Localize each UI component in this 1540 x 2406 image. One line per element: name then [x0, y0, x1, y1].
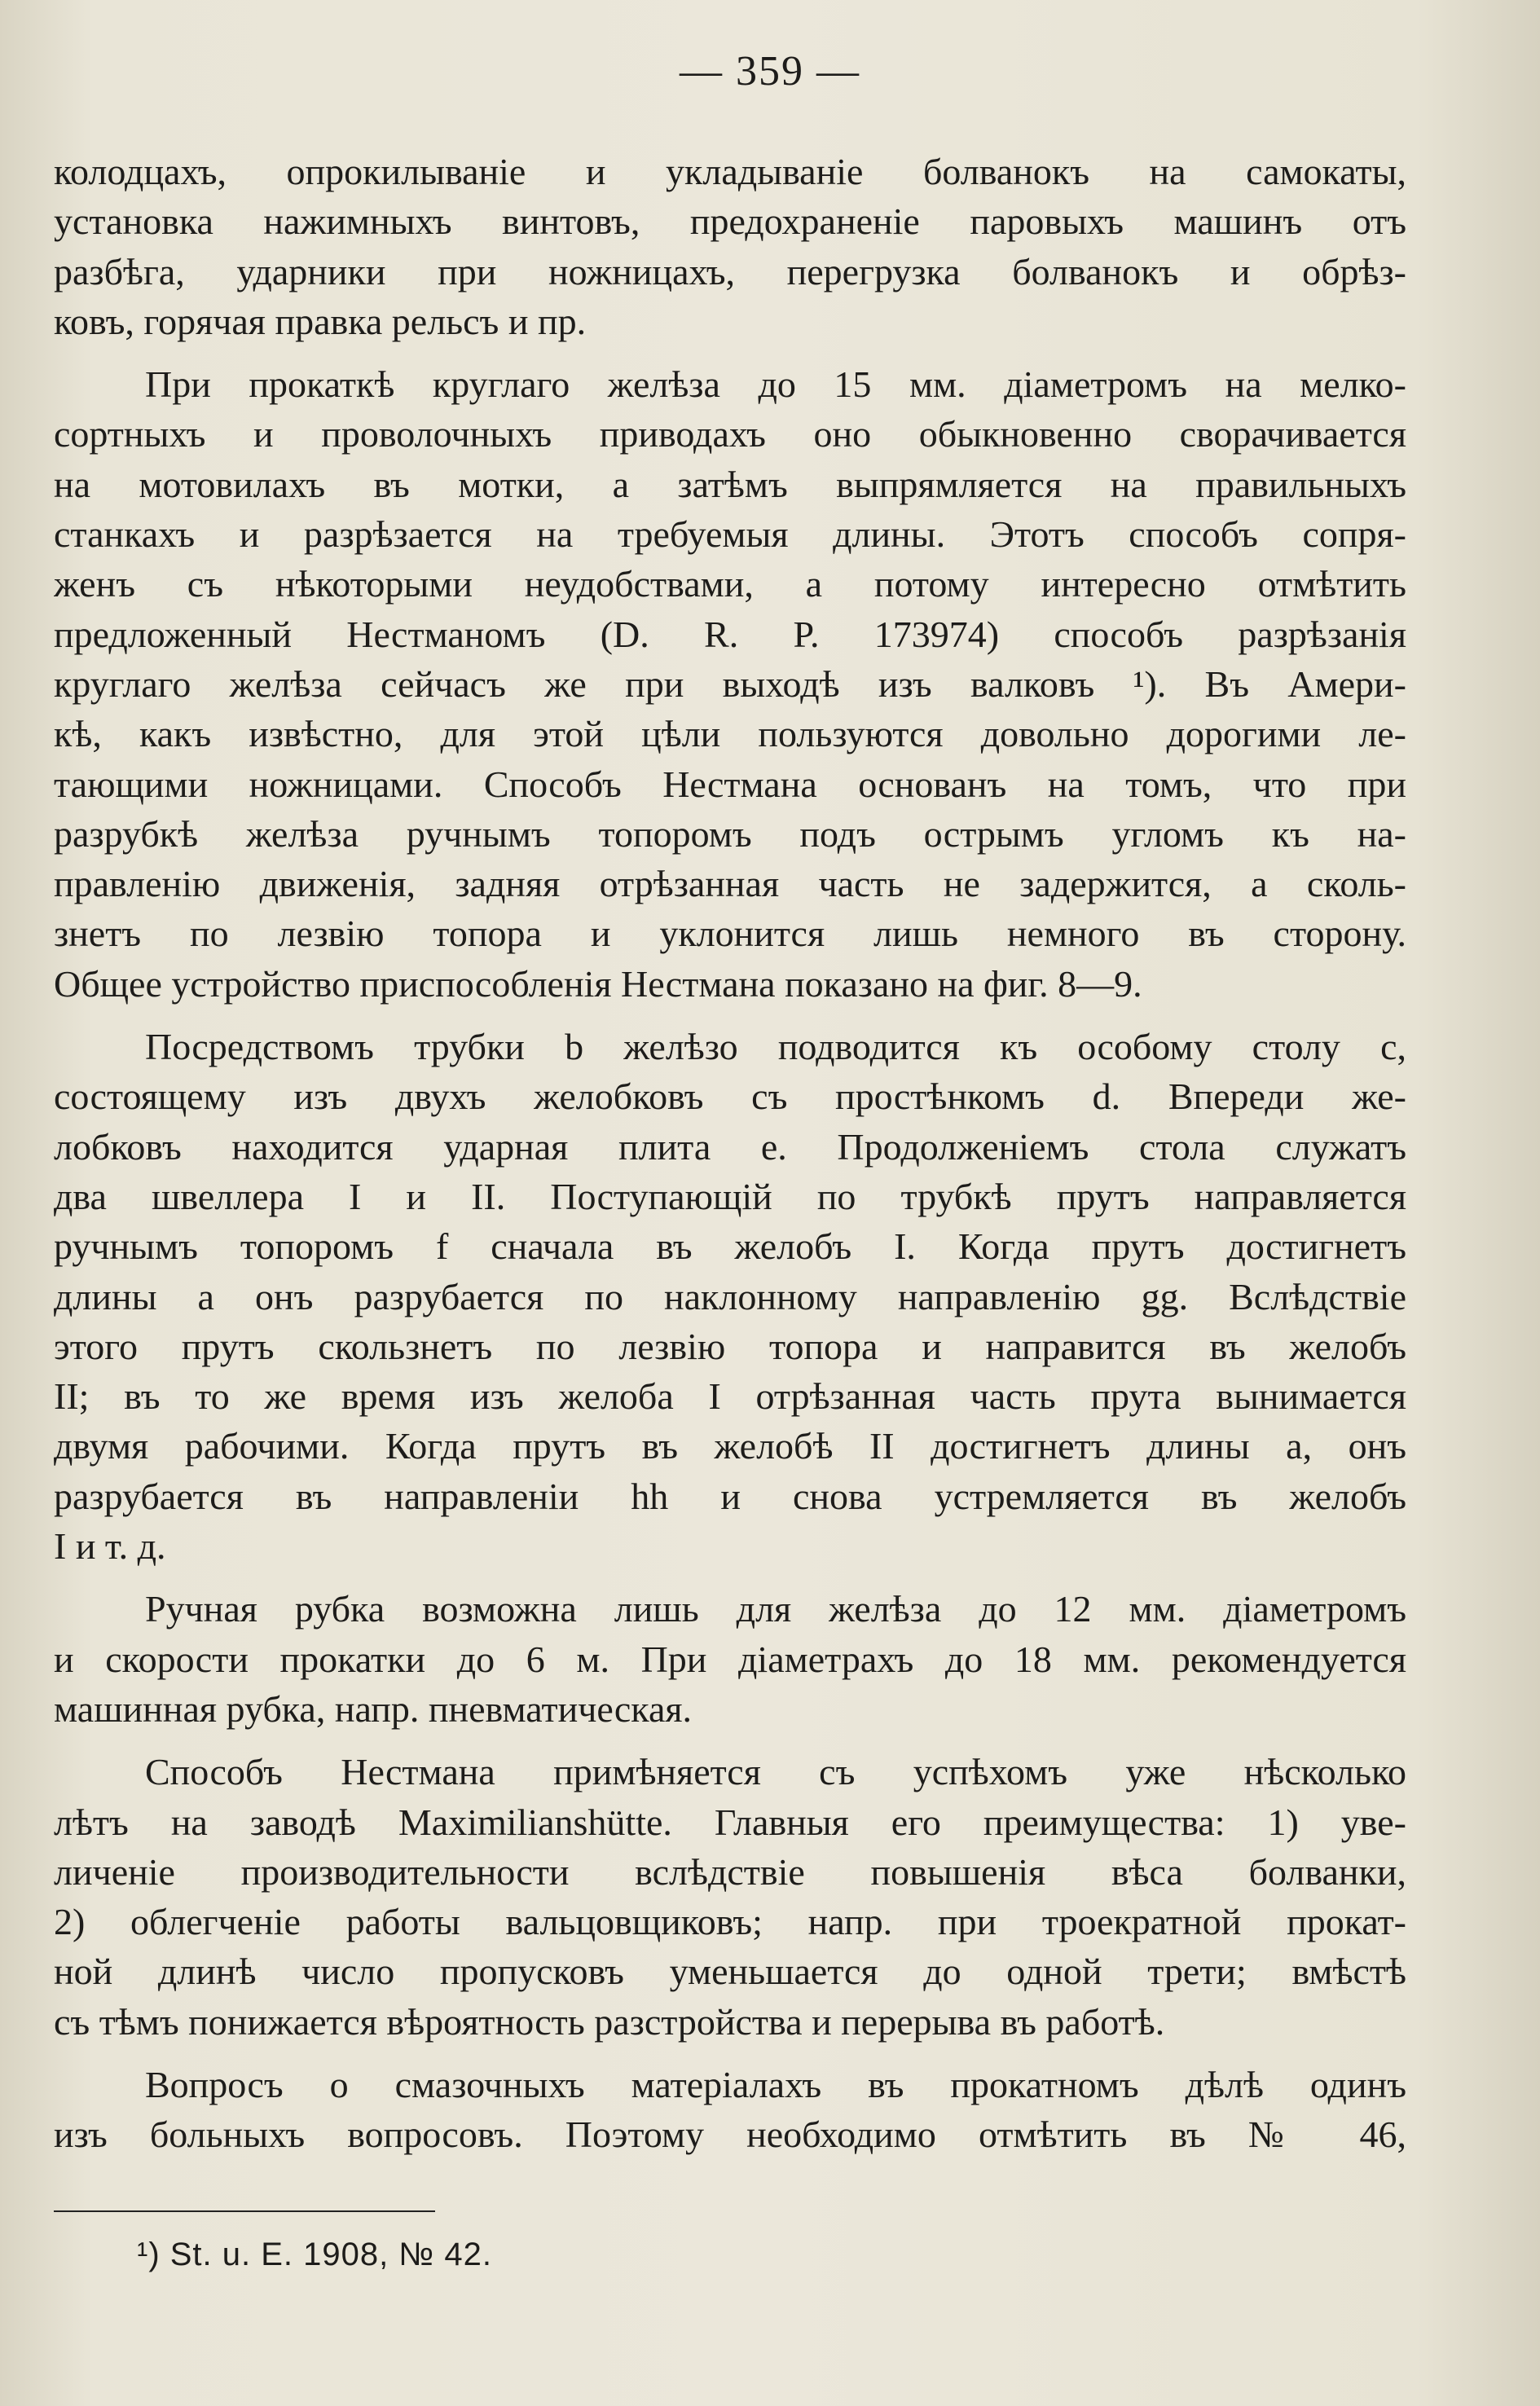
text-line: и скорости прокатки до 6 м. При діаметрахъ до 18 мм. рекомендуется: [54, 1638, 1406, 1680]
text-line: I и т. д.: [54, 1525, 166, 1568]
footnote: ¹) St. u. E. 1908, № 42.: [137, 2237, 492, 2272]
text-line: изъ больныхъ вопросовъ. Поэтому необходимо отмѣтить въ № 46,: [54, 2113, 1406, 2156]
text-line: съ тѣмъ понижается вѣроятность разстройства и перерыва въ работѣ.: [54, 2000, 1165, 2043]
text-line: состоящему изъ двухъ желобковъ съ простѣнкомъ d. Впереди же-: [54, 1075, 1406, 1118]
text-line: этого прутъ скользнетъ по лезвію топора и направится въ желобъ: [54, 1325, 1406, 1367]
paragraph: [54, 1747, 1406, 2047]
text-line: II; въ то же время изъ желоба I отрѣзанная часть прута вынимается: [54, 1375, 1406, 1418]
text-line: разбѣга, ударники при ножницахъ, перегрузка болванокъ и обрѣз-: [54, 250, 1406, 293]
text-line: разрубкѣ желѣза ручнымъ топоромъ подъ острымъ угломъ къ на-: [54, 812, 1406, 855]
text-line: предложенный Нестманомъ (D. R. P. 173974) способъ разрѣзанія: [54, 613, 1406, 655]
text-line: машинная рубка, напр. пневматическая.: [54, 1687, 693, 1730]
text-line: правленію движенія, задняя отрѣзанная часть не задержится, а сколь-: [54, 863, 1406, 905]
paragraph: [54, 1022, 1406, 1571]
text-line: лѣтъ на заводѣ Maximilianshütte. Главныя его преимущества: 1) уве-: [54, 1801, 1406, 1843]
text-line: колодцахъ, опрокилываніе и укладываніе болванокъ на самокаты,: [54, 151, 1406, 192]
text-line: ной длинѣ число пропусковъ уменьшается до одной трети; вмѣстѣ: [54, 1951, 1406, 1993]
text-line: сортныхъ и проволочныхъ приводахъ оно обыкновенно сворачивается: [54, 413, 1406, 455]
page-number: — 359 —: [680, 48, 860, 95]
paragraph: [54, 1584, 1406, 1734]
text-line: круглаго желѣза сейчасъ же при выходѣ изъ валковъ ¹). Въ Амери-: [54, 662, 1406, 705]
text-line: 2) облегченіе работы вальцовщиковъ; напр. при троекратной прокат-: [54, 1901, 1406, 1943]
text-line: установка нажимныхъ винтовъ, предохраненіе паровыхъ машинъ отъ: [54, 200, 1406, 243]
text-line: Способъ Нестмана примѣняется съ успѣхомъ уже нѣсколько: [145, 1751, 1406, 1793]
paragraph: [54, 2060, 1406, 2160]
text-line: длины a онъ разрубается по наклонному направленію gg. Вслѣдствіе: [54, 1275, 1406, 1317]
text-line: Общее устройство приспособленія Нестмана показано на фиг. 8—9.: [54, 962, 1142, 1005]
text-line: на мотовилахъ въ мотки, а затѣмъ выпрямляется на правильныхъ: [54, 463, 1406, 505]
paragraph: [54, 147, 1406, 346]
text-line: ковъ, горячая правка рельсъ и пр.: [54, 300, 587, 342]
footnote-separator: [54, 2210, 435, 2212]
text-line: станкахъ и разрѣзается на требуемыя длины. Этотъ способъ сопря-: [54, 513, 1406, 556]
text-line: Ручная рубка возможна лишь для желѣза до 12 мм. діаметромъ: [145, 1588, 1406, 1630]
text-line: женъ съ нѣкоторыми неудобствами, а потому интересно отмѣтить: [54, 563, 1406, 605]
text-line: два швеллера I и II. Поступающій по трубкѣ прутъ направляется: [54, 1175, 1406, 1217]
text-line: знетъ по лезвію топора и уклонится лишь немного въ сторону.: [54, 913, 1406, 955]
body-text: [54, 147, 1406, 2160]
paragraph: [54, 359, 1406, 1009]
text-line: При прокаткѣ круглаго желѣза до 15 мм. діаметромъ на мелко-: [145, 363, 1406, 406]
text-line: Вопросъ о смазочныхъ матеріалахъ въ прокатномъ дѣлѣ одинъ: [145, 2063, 1406, 2105]
text-line: Посредствомъ трубки b желѣзо подводится къ особому столу c,: [145, 1026, 1406, 1068]
text-line: личеніе производительности вслѣдствіе повышенія вѣса болванки,: [54, 1850, 1406, 1893]
text-line: двумя рабочими. Когда прутъ въ желобѣ II достигнетъ длины a, онъ: [54, 1425, 1406, 1467]
text-line: кѣ, какъ извѣстно, для этой цѣли пользуются довольно дорогими ле-: [54, 713, 1406, 755]
text-line: разрубается въ направленіи hh и снова устремляется въ желобъ: [54, 1475, 1406, 1517]
text-line: тающими ножницами. Способъ Нестмана основанъ на томъ, что при: [54, 763, 1406, 805]
text-line: ручнымъ топоромъ f сначала въ желобъ I. Когда прутъ достигнетъ: [54, 1225, 1406, 1268]
text-line: лобковъ находится ударная плита e. Продолженіемъ стола служатъ: [54, 1125, 1406, 1168]
